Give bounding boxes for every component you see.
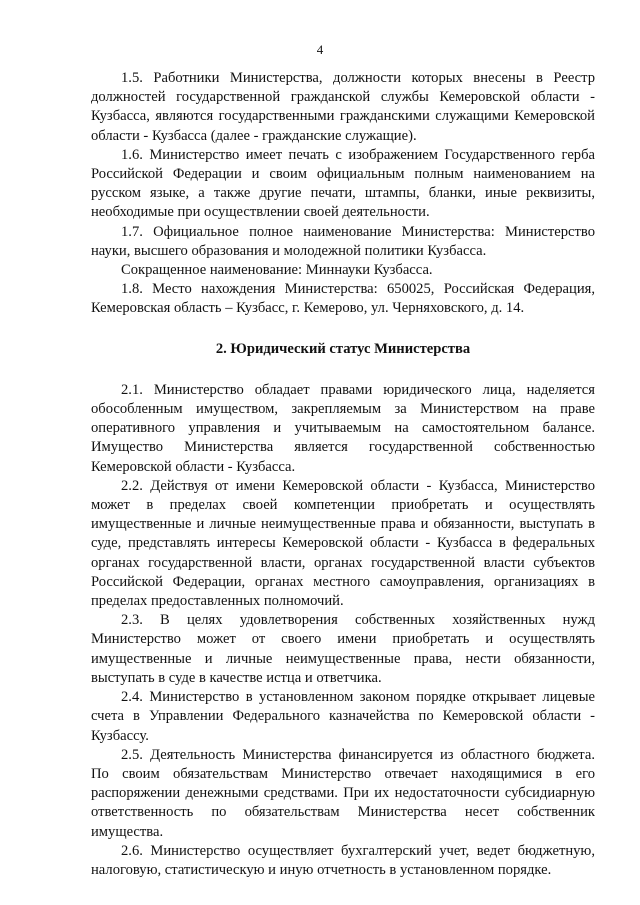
page-number: 4 (316, 42, 324, 57)
paragraph-1-8: 1.8. Место нахождения Министерства: 650025, Российская Федерация, Кемеровская область – Кузбасс, г. Кемерово, ул. Черняховского, д. 14. (91, 281, 595, 317)
paragraph-2-5: 2.5. Деятельность Министерства финансируется из областного бюджета. По своим обязательствам Министерство отвечает находящимися в его распоряжении денежными средствами. При их недостаточности субсидиарную ответственность по обязательствам Министерства несет собственник имущества. (91, 746, 595, 840)
paragraph-2-4: 2.4. Министерство в установленном законом порядке открывает лицевые счета в Управлении Федерального казначейства по Кемеровской области - Кузбассу. (91, 689, 595, 744)
paragraph-1-6: 1.6. Министерство имеет печать с изображением Государственного герба Российской Федерации и своим официальным полным наименованием на русском языке, а также другие печати, штампы, бланки, иные реквизиты, необходимые при осуществлении своей деятельности. (91, 146, 595, 221)
paragraph-1-7: 1.7. Официальное полное наименование Министерства: Министерство науки, высшего образования и молодежной политики Кузбасса. (91, 223, 595, 259)
paragraph-2-6: 2.6. Министерство осуществляет бухгалтерский учет, ведет бюджетную, налоговую, статистическую и иную отчетность в установленном порядке. (91, 842, 595, 878)
paragraph-2-1: 2.1. Министерство обладает правами юридического лица, наделяется обособленным имуществом, закрепляемым за Министерством на праве оперативного управления и учитываемым на самостоятельном балансе. Имущество Министерства является государственной собственностью Кемеровской области - Кузбасса. (91, 381, 595, 475)
paragraph-short-name: Сокращенное наименование: Миннауки Кузбасса. (121, 262, 433, 279)
paragraph-2-2: 2.2. Действуя от имени Кемеровской области - Кузбасса, Министерство может в пределах своей компетенции приобретать и осуществлять имущественные и личные неимущественные права и обязанности, выступать в суде, представлять интересы Кемеровской области - Кузбасса в федеральных органах государственной власти, органах государственной власти субъектов Российской Федерации, органах местного самоуправления, организациях в пределах предоставленных полномочий. (91, 477, 595, 610)
paragraph-2-3: 2.3. В целях удовлетворения собственных хозяйственных нужд Министерство может от своего имени приобретать и осуществлять имущественные и личные неимущественные права, нести обязанности, выступать в суде в качестве истца и ответчика. (91, 612, 595, 686)
paragraph-1-5: 1.5. Работники Министерства, должности которых внесены в Реестр должностей государственной гражданской службы Кемеровской области - Кузбасса, являются государственными гражданскими служащими Кемеровской области - Кузбасса (далее - гражданские служащие). (91, 70, 595, 144)
section-2-heading: 2. Юридический статус Министерства (215, 340, 471, 357)
document-body (91, 69, 595, 880)
